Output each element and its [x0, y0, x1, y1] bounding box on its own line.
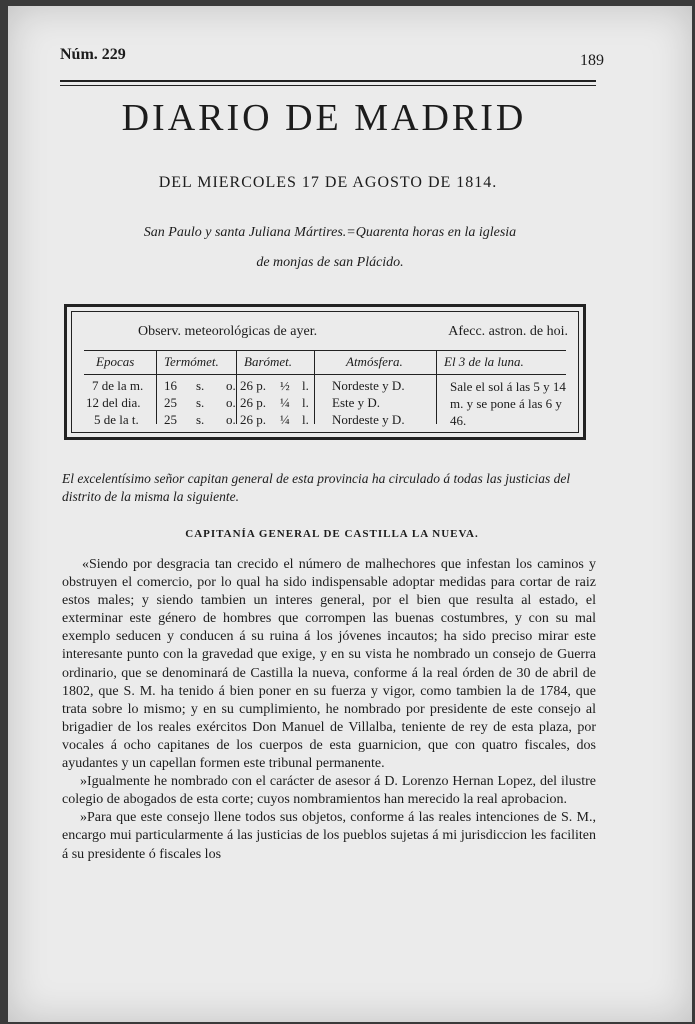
col-atmosfera: Atmósfera. — [346, 354, 403, 369]
cell-o: o. — [226, 412, 236, 427]
cell-term: 16 — [164, 378, 177, 393]
cell-baro: 26 p. — [240, 412, 266, 427]
masthead-title: DIARIO DE MADRID — [121, 97, 527, 139]
dateline: DEL MIERCOLES 17 DE AGOSTO DE 1814. — [158, 174, 498, 191]
table-rows-rule — [84, 374, 566, 375]
astronomy-title: Afecc. astron. de hoi. — [448, 324, 568, 339]
cell-atmos: Este y D. — [332, 395, 381, 410]
sun-times: Sale el sol á las 5 y 14 m. y se pone á las 6 y 46. — [450, 379, 566, 428]
paragraph: «Siendo por desgracia tan crecido el número de malhechores que infestan los caminos y obstruyen el comercio, por lo qual ha sido indispensable adoptar medidas para cortar de raiz estos males; y siendo tambien un interes general, por el bien que resulta al estado, el exterminar este género de hombres que corrompen las buenas costumbres, y con su mal exemplo seducen y conducen á su ruina á los jóvenes incautos; ha sido preciso mirar este interesante punto con la gravedad que exige, y en su vista he nombrado un consejo de Guerra ordinario, que se denominará de Castilla la nueva, conforme á la real órden de 30 de abril de 1802, que S. M. ha tenido á bien poner en su fuerza y vigor, como tambien la de 1784, que trata sobre lo mismo; y en su cumplimiento, he nombrado por presidente de este consejo al brigadier de los reales exércitos Don Manuel de Villalba, teniente de rey de esta plaza, por vocales á ocho capitanes de los cuerpos de esta guarnicion, que con quatro fiscales, dos ayudantes y un capellan formen este tribunal permanente. — [62, 557, 596, 772]
col-barometro: Barómet. — [244, 354, 293, 369]
cell-frac: ¼ — [280, 412, 290, 427]
cell-o: o. — [226, 395, 236, 410]
col-luna: El 3 de la luna. — [444, 354, 524, 369]
page-number: 189 — [580, 52, 604, 69]
weather-table-frame — [71, 311, 579, 433]
cell-term: 25 — [164, 395, 177, 410]
cell-l: l. — [302, 412, 309, 427]
saints-of-the-day — [70, 218, 590, 278]
paragraph: »Para que este consejo llene todos sus objetos, conforme á las reales intenciones de S. M., encargo mui particularmente á las justicias de los pueblos sujetas á mi jurisdiccion les faciliten á su presidente ó fiscales los — [62, 810, 596, 862]
article-body — [62, 556, 596, 864]
cell-baro: 26 p. — [240, 395, 266, 410]
col-termometro: Termómet. — [164, 354, 219, 369]
issue-number: Núm. 229 — [60, 46, 126, 63]
header-rule-bottom — [60, 85, 596, 86]
cell-l: l. — [302, 395, 309, 410]
cell-l: l. — [302, 378, 309, 393]
cell-s: s. — [196, 378, 205, 393]
cell-s: s. — [196, 412, 205, 427]
newspaper-page — [8, 6, 692, 1022]
cell-atmos: Nordeste y D. — [332, 412, 405, 427]
cell-frac: ¼ — [280, 395, 290, 410]
section-subheading: CAPITANÍA GENERAL DE CASTILLA LA NUEVA. — [185, 528, 479, 540]
cell-frac: ½ — [280, 378, 290, 393]
weather-table — [64, 304, 586, 440]
weather-title: Observ. meteorológicas de ayer. — [138, 324, 318, 339]
paragraph: »Igualmente he nombrado con el carácter de asesor á D. Lorenzo Hernan Lopez, del ilustre colegio de abogados de esta corte; cuyos nombramientos han merecido la real aprobacion. — [62, 774, 596, 808]
saints-line-2: de monjas de san Plácido. — [256, 255, 404, 270]
saints-line-1: San Paulo y santa Juliana Mártires.=Quarenta horas en la iglesia — [143, 225, 517, 240]
header-rule-top — [60, 80, 596, 82]
cell-atmos: Nordeste y D. — [332, 378, 405, 393]
table-column-headers — [84, 354, 566, 374]
cell-epoca: 5 de la t. — [94, 412, 139, 427]
col-epocas: Epocas — [96, 354, 135, 369]
cell-term: 25 — [164, 412, 177, 427]
page-header — [60, 46, 604, 70]
cell-baro: 26 p. — [240, 378, 266, 393]
cell-o: o. — [226, 378, 236, 393]
intro-paragraph: El excelentísimo señor capitan general de esta provincia ha circulado á todas las justicias del distrito de la misma la siguiente. — [62, 471, 571, 504]
cell-epoca: 12 del dia. — [86, 395, 141, 410]
cell-epoca: 7 de la m. — [92, 378, 144, 393]
cell-s: s. — [196, 395, 205, 410]
